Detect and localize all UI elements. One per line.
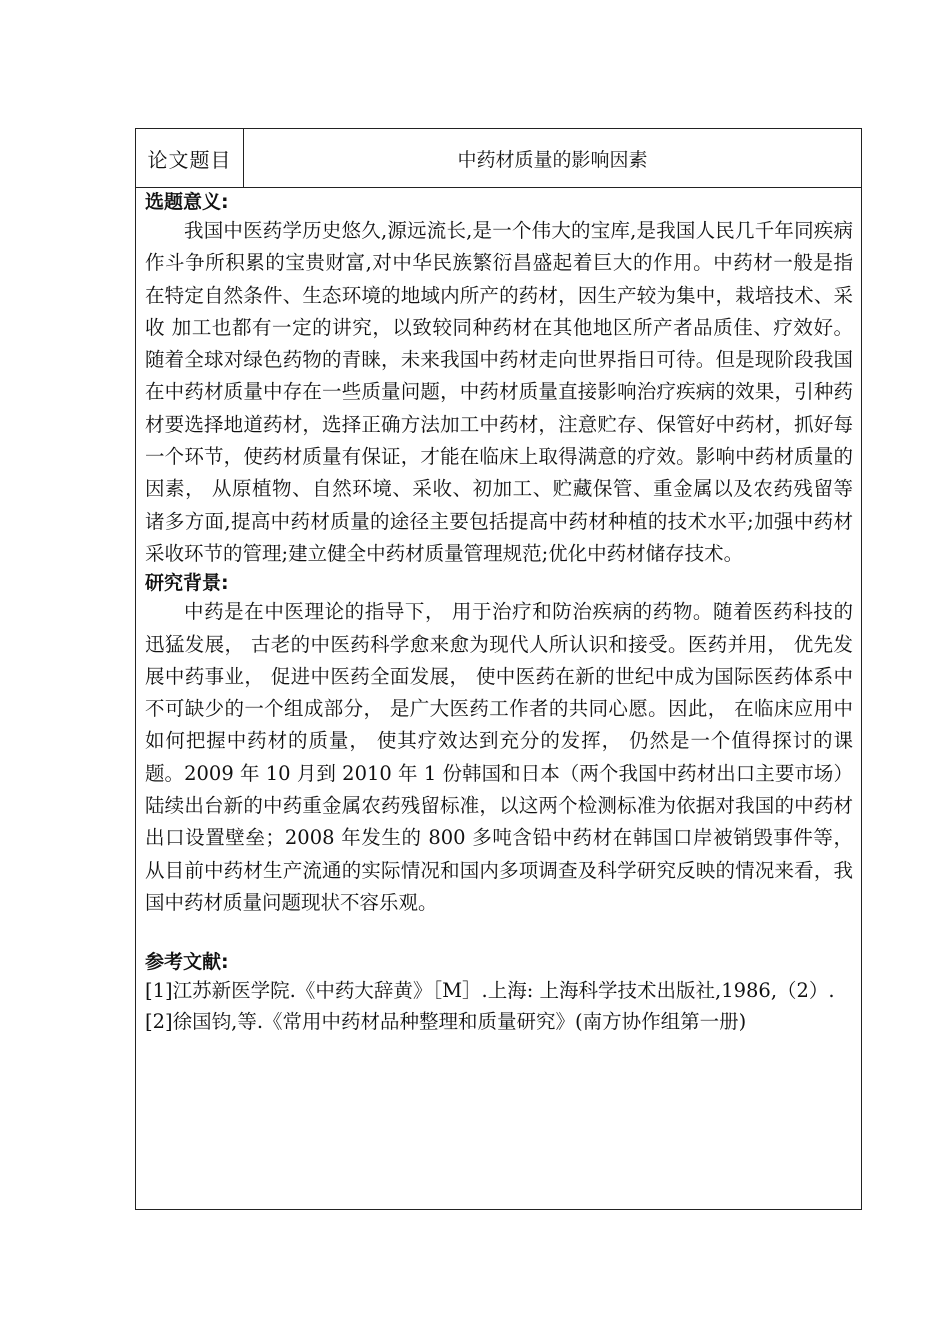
thesis-title: 中药材质量的影响因素 xyxy=(457,148,648,171)
reference-item-2: [2]徐国钧,等.《常用中药材品种整理和质量研究》(南方协作组第一册) xyxy=(145,1010,747,1034)
title-row xyxy=(136,129,861,188)
spacer xyxy=(145,919,853,949)
content-cell xyxy=(145,189,853,1037)
reference-item-1: [1]江苏新医学院.《中药大辞黄》［M］.上海: 上海科学技术出版社,1986,（2）. xyxy=(145,979,835,1003)
background-heading: 研究背景: xyxy=(145,572,229,595)
thesis-proposal-form xyxy=(135,128,862,1210)
title-label: 论文题目 xyxy=(136,129,244,187)
significance-text: 我国中医药学历史悠久,源远流长,是一个伟大的宝库,是我国人民几千年同疾病作斗争所积累的宝贵财富,对中华民族繁衍昌盛起着巨大的作用。中药材一般是指在特定自然条件、生态环境的地域内所产的药材，因生产较为集中，栽培技术、采收 加工也都有一定的讲究，以致较同种药材在其他地区所产者品质佳、疗效好。随着全球对绿色药物的青睐，未来我国中药材走向世界指日可待。但是现阶段我国在中药材质量中存在一些质量问题，中药材质量直接影响治疗疾病的效果，引种药材要选择地道药材，选择正确方法加工中药材，注意贮存、保管好中药材，抓好每一个环节，使药材质量有保证，才能在临床上取得满意的疗效。影响中药材质量的因素， 从原植物、自然环境、采收、初加工、贮藏保管、重金属以及农药残留等诸多方面,提高中药材质量的途径主要包括提高中药材种植的技术水平;加强中药材采收环节的管理;建立健全中药材质量管理规范;优化中药材储存技术。 xyxy=(145,219,853,565)
background-text: 中药是在中医理论的指导下， 用于治疗和防治疾病的药物。随着医药科技的迅猛发展， 古老的中医药科学愈来愈为现代人所认识和接受。医药并用， 优先发展中药事业， 促进中医药全面发展， 使中医药在新的世纪中成为国际医药体系中不可缺少的一个组成部分， 是广大医药工作者的共同心愿。因此， 在临床应用中如何把握中药材的质量， 使其疗效达到充分的发挥， 仍然是一个值得探讨的课题。2009 年 10 月到 2010 年 1 份韩国和日本（两个我国中药材出口主要市场）陆续出台新的中药重金属农药残留标准，以这两个检测标准为依据对我国的中药材出口设置壁垒；2008 年发生的 800 多吨含铅中药材在韩国口岸被销毁事件等，从目前中药材生产流通的实际情况和国内多项调查及科学研究反映的情况来看，我国中药材质量问题现状不容乐观。 xyxy=(145,600,853,914)
references-heading: 参考文献: xyxy=(145,951,229,974)
significance-heading: 选题意义: xyxy=(145,191,229,213)
